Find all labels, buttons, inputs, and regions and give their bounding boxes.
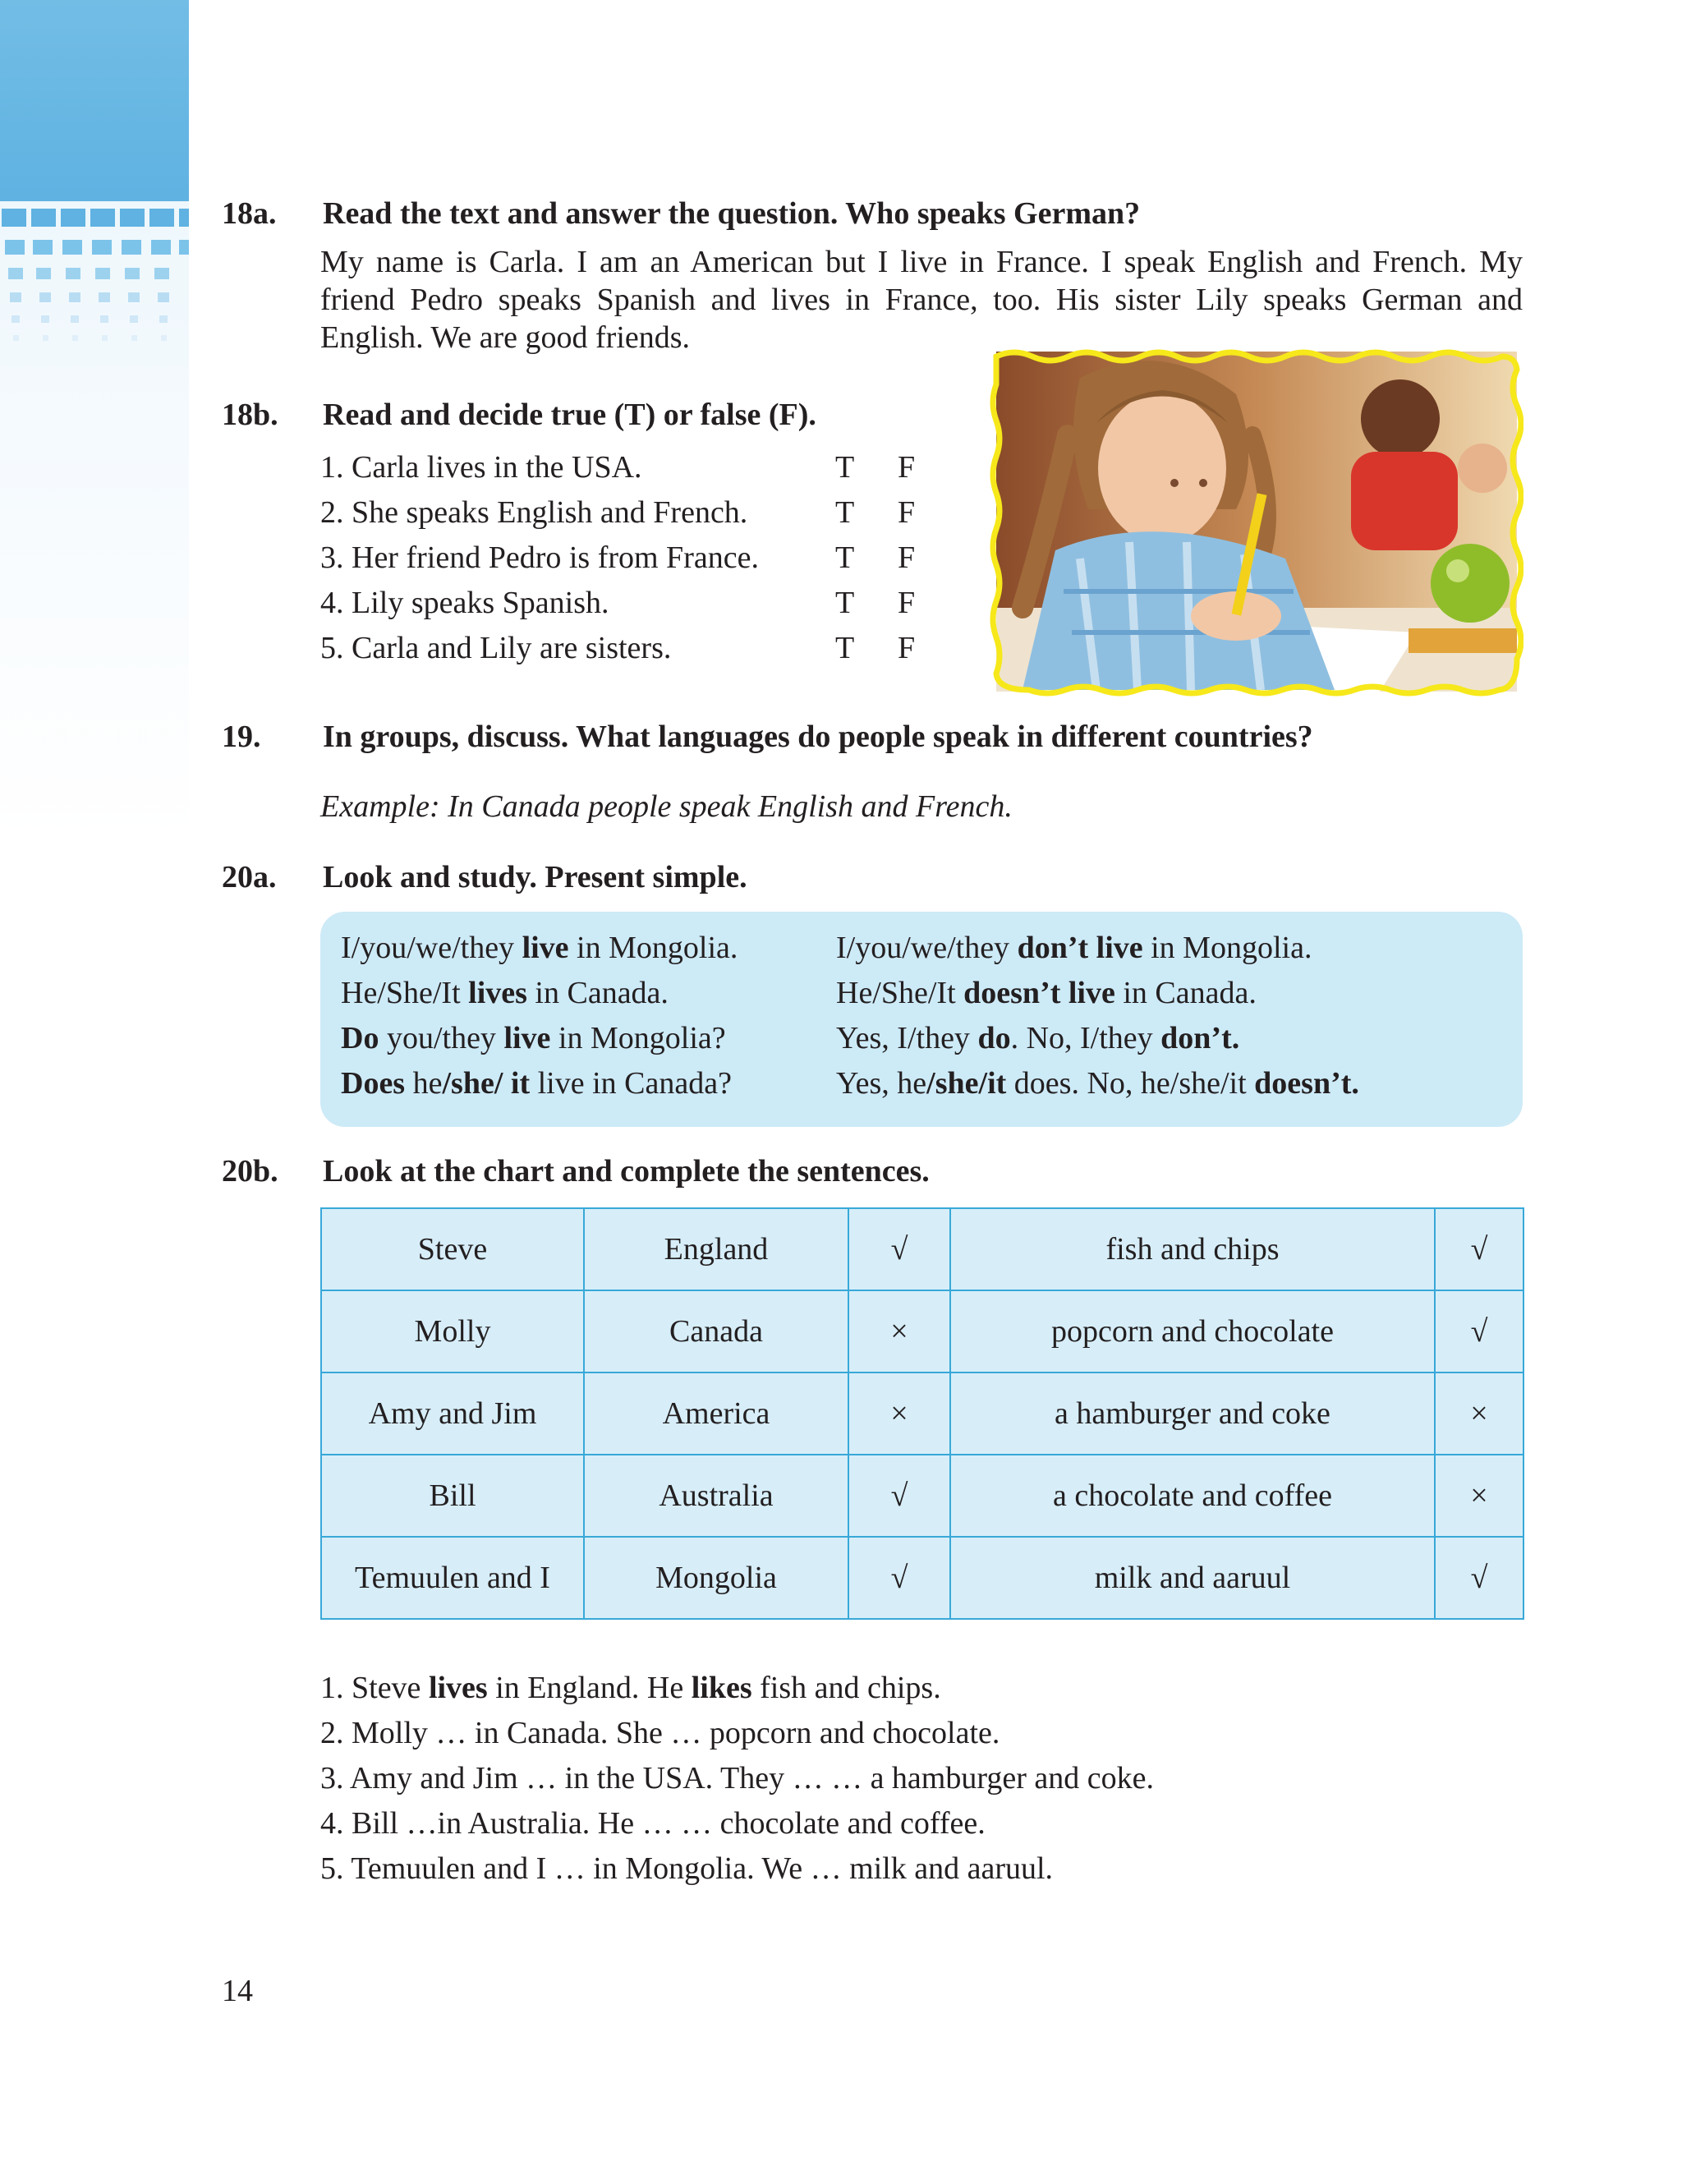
cell-name: Steve	[321, 1208, 584, 1290]
cell-mark: ×	[848, 1372, 950, 1455]
tf-statement: 1. Carla lives in the USA.	[320, 450, 642, 485]
sentence-item: 4. Bill …in Australia. He … … chocolate and coffee.	[320, 1806, 986, 1841]
cell-food: fish and chips	[950, 1208, 1435, 1290]
exercise-title-19: In groups, discuss. What languages do people speak in different countries?	[323, 720, 1313, 754]
true-option: T	[835, 450, 855, 485]
false-option: F	[898, 450, 916, 485]
cell-food: a chocolate and coffee	[950, 1455, 1435, 1537]
cell-country: England	[584, 1208, 848, 1290]
sentence-item: 5. Temuulen and I … in Mongolia. We … milk and aaruul.	[320, 1851, 1054, 1886]
decorative-header-band	[0, 0, 189, 201]
grammar-line: He/She/It doesn’t live in Canada.	[836, 976, 1257, 1010]
sentence-item: 2. Molly … in Canada. She … popcorn and chocolate.	[320, 1716, 1000, 1750]
table-row	[321, 1372, 1523, 1455]
grammar-line: Yes, he/she/it does. No, he/she/it doesn’t.	[836, 1066, 1359, 1101]
true-option: T	[835, 631, 855, 665]
cell-country: Mongolia	[584, 1537, 848, 1619]
false-option: F	[898, 586, 916, 620]
table-row	[321, 1208, 1523, 1290]
page-number: 14	[222, 1974, 253, 2008]
true-option: T	[835, 540, 855, 575]
tf-statement: 5. Carla and Lily are sisters.	[320, 631, 672, 665]
cell-mark: √	[848, 1455, 950, 1537]
sentence-item: 3. Amy and Jim … in the USA. They … … a hamburger and coke.	[320, 1761, 1154, 1795]
exercise-number-18a: 18a.	[222, 196, 277, 231]
cell-name: Temuulen and I	[321, 1537, 584, 1619]
exercise-number-18b: 18b.	[222, 398, 278, 432]
false-option: F	[898, 540, 916, 575]
grammar-line: Do you/they live in Mongolia?	[341, 1021, 726, 1055]
cell-mark: √	[848, 1537, 950, 1619]
example-sentence: Example: In Canada people speak English and French.	[320, 789, 1013, 824]
exercise-title-18a: Read the text and answer the question. Who speaks German?	[323, 196, 1141, 231]
exercise-number-20a: 20a.	[222, 860, 277, 894]
cell-country: Australia	[584, 1455, 848, 1537]
false-option: F	[898, 631, 916, 665]
cell-mark: √	[1435, 1290, 1523, 1372]
grammar-line: I/you/we/they don’t live in Mongolia.	[836, 931, 1312, 965]
sentence-item: 1. Steve lives in England. He likes fish and chips.	[320, 1671, 941, 1705]
cell-name: Molly	[321, 1290, 584, 1372]
cell-mark: ×	[1435, 1455, 1523, 1537]
cell-name: Bill	[321, 1455, 584, 1537]
grammar-box	[320, 912, 1523, 1127]
grammar-line: He/She/It lives in Canada.	[341, 976, 669, 1010]
cell-mark: ×	[848, 1290, 950, 1372]
grammar-line: I/you/we/they live in Mongolia.	[341, 931, 738, 965]
cell-mark: √	[1435, 1537, 1523, 1619]
cell-food: a hamburger and coke	[950, 1372, 1435, 1455]
cell-mark: ×	[1435, 1372, 1523, 1455]
cell-country: America	[584, 1372, 848, 1455]
table-row	[321, 1537, 1523, 1619]
cell-mark: √	[1435, 1208, 1523, 1290]
cell-food: popcorn and chocolate	[950, 1290, 1435, 1372]
exercise-number-20b: 20b.	[222, 1154, 278, 1189]
table-row	[321, 1455, 1523, 1537]
grammar-line: Yes, I/they do. No, I/they don’t.	[836, 1021, 1240, 1055]
table-row	[321, 1290, 1523, 1372]
tf-statement: 3. Her friend Pedro is from France.	[320, 540, 759, 575]
tf-statement: 2. She speaks English and French.	[320, 495, 748, 530]
true-option: T	[835, 495, 855, 530]
cell-food: milk and aaruul	[950, 1537, 1435, 1619]
reading-paragraph: My name is Carla. I am an American but I live in France. I speak English and French. My friend Pedro speaks Spanish and lives in France, too. His sister Lily speaks German and English. We are good friends.	[320, 245, 1523, 355]
chart-table	[320, 1207, 1524, 1620]
grammar-line: Does he/she/ it live in Canada?	[341, 1066, 732, 1101]
exercise-title-20a: Look and study. Present simple.	[323, 860, 747, 894]
true-option: T	[835, 586, 855, 620]
cell-mark: √	[848, 1208, 950, 1290]
tf-statement: 4. Lily speaks Spanish.	[320, 586, 609, 620]
false-option: F	[898, 495, 916, 530]
cell-name: Amy and Jim	[321, 1372, 584, 1455]
girl-writing-photo	[990, 345, 1523, 698]
exercise-title-18b: Read and decide true (T) or false (F).	[323, 398, 816, 432]
exercise-number-19: 19.	[222, 720, 261, 754]
cell-country: Canada	[584, 1290, 848, 1372]
exercise-title-20b: Look at the chart and complete the sentences.	[323, 1154, 930, 1189]
decorative-squares	[0, 205, 189, 394]
